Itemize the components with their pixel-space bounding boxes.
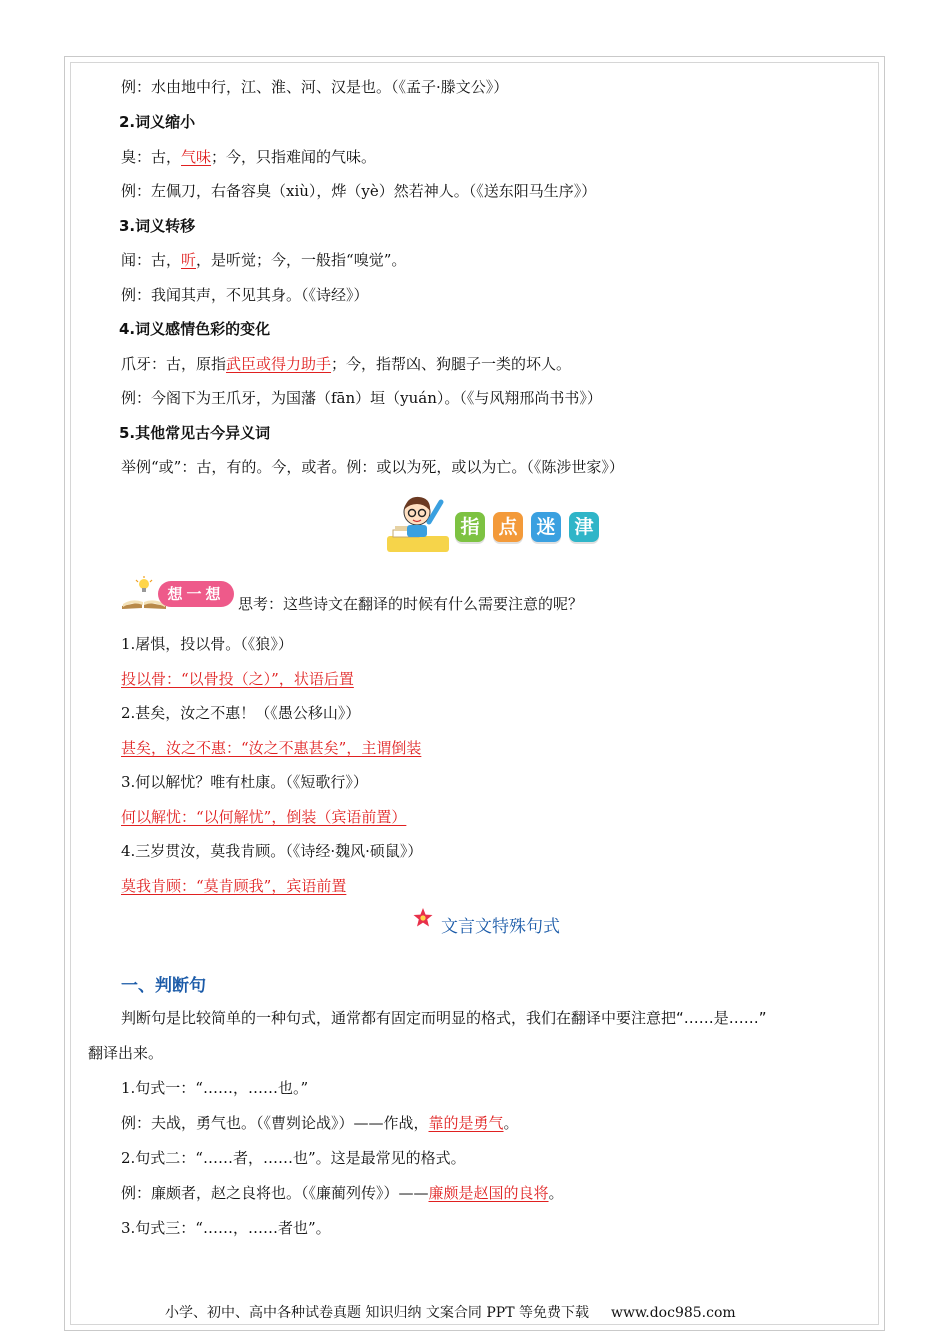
subheading-narrowing: 2.词义缩小: [119, 113, 196, 131]
footer-text: 小学、初中、高中各种试卷真题 知识归纳 文案合同 PPT 等免费下载: [165, 1305, 589, 1321]
format-1-example: 例：夫战，勇气也。（《曹刿论战》）——作战，靠的是勇气。: [121, 1114, 519, 1132]
subheading-emotion: 4.词义感情色彩的变化: [119, 320, 271, 338]
banner-char-4: 津: [569, 512, 599, 542]
flower-icon: [412, 907, 434, 929]
format-3: 3.句式三：“……，……者也”。: [121, 1219, 331, 1237]
section-title: 文言文特殊句式: [441, 917, 560, 937]
think-char-1: 想: [167, 585, 187, 603]
example-line: 例：今阁下为王爪牙，为国藩（fān）垣（yuán）。（《与风翔邢尚书书》）: [121, 389, 602, 407]
format-1: 1.句式一：“……，……也。”: [121, 1079, 309, 1097]
highlight-term: 武臣或得力助手: [226, 355, 332, 373]
answer-2: 甚矣，汝之不惠：“汝之不惠甚矣”，主谓倒装: [121, 739, 422, 757]
question-4: 4.三岁贯汝，莫我肯顾。（《诗经·魏风·硕鼠》）: [121, 842, 423, 860]
subheading-other: 5.其他常见古今异义词: [119, 424, 271, 442]
footer-url[interactable]: www.doc985.com: [610, 1305, 736, 1321]
answer-3: 何以解忧：“以何解忧”，倒装（宾语前置）: [121, 808, 407, 826]
question-3: 3.何以解忧？唯有杜康。（《短歌行》）: [121, 773, 368, 791]
question-2: 2.甚矣，汝之不惠！（《愚公移山》）: [121, 704, 361, 722]
student-reading-icon: [385, 492, 451, 554]
highlight-translation: 廉颇是赵国的良将: [428, 1184, 549, 1202]
think-badge: [120, 576, 235, 610]
think-char-2: 一: [186, 585, 206, 603]
definition-line: 爪牙：古，原指武臣或得力助手；今，指帮凶、狗腿子一类的坏人。: [121, 355, 572, 373]
definition-line: 臭：古，气味；今，只指难闻的气味。: [121, 148, 377, 166]
highlight-translation: 靠的是勇气: [428, 1114, 504, 1132]
question-1: 1.屠惧，投以骨。（《狼》）: [121, 635, 293, 653]
subheading-shift: 3.词义转移: [119, 217, 196, 235]
paragraph-line-1: 判断句是比较简单的一种句式，通常都有固定而明显的格式，我们在翻译中要注意把“……是……”: [121, 1009, 767, 1027]
answer-4: 莫我肯顾：“莫肯顾我”，宾语前置: [121, 877, 347, 895]
section-heading: 一、判断句: [121, 976, 206, 996]
banner-char-1: 指: [455, 512, 485, 542]
example-line: 例：我闻其声，不见其身。（《诗经》）: [121, 286, 369, 304]
format-2: 2.句式二：“……者，……也”。这是最常见的格式。: [121, 1149, 466, 1167]
banner-char-2: 点: [493, 512, 523, 542]
highlight-term: 气味: [181, 148, 212, 166]
guide-banner: [385, 492, 615, 556]
answer-1: 投以骨：“以骨投（之）”，状语后置: [121, 670, 354, 688]
highlight-term: 听: [181, 251, 197, 269]
footer: [165, 1302, 736, 1322]
example-line: 例：水由地中行，江、淮、河、汉是也。（《孟子·滕文公》）: [121, 78, 509, 96]
think-char-3: 想: [205, 585, 225, 603]
example-line: 例：左佩刀，右备容臭（xiù），烨（yè）然若神人。（《送东阳马生序》）: [121, 182, 597, 200]
definition-line: 闻：古，听，是听觉；今，一般指“嗅觉”。: [121, 251, 407, 269]
banner-char-3: 迷: [531, 512, 561, 542]
example-line: 举例“或”：古，有的。今，或者。例：或以为死，或以为亡。（《陈涉世家》）: [121, 458, 624, 476]
think-prompt: 思考：这些诗文在翻译的时候有什么需要注意的呢？: [238, 595, 584, 613]
format-2-example: 例：廉颇者，赵之良将也。（《廉蔺列传》）——廉颇是赵国的良将。: [121, 1184, 564, 1202]
paragraph-line-2: 翻译出来。: [88, 1044, 164, 1062]
